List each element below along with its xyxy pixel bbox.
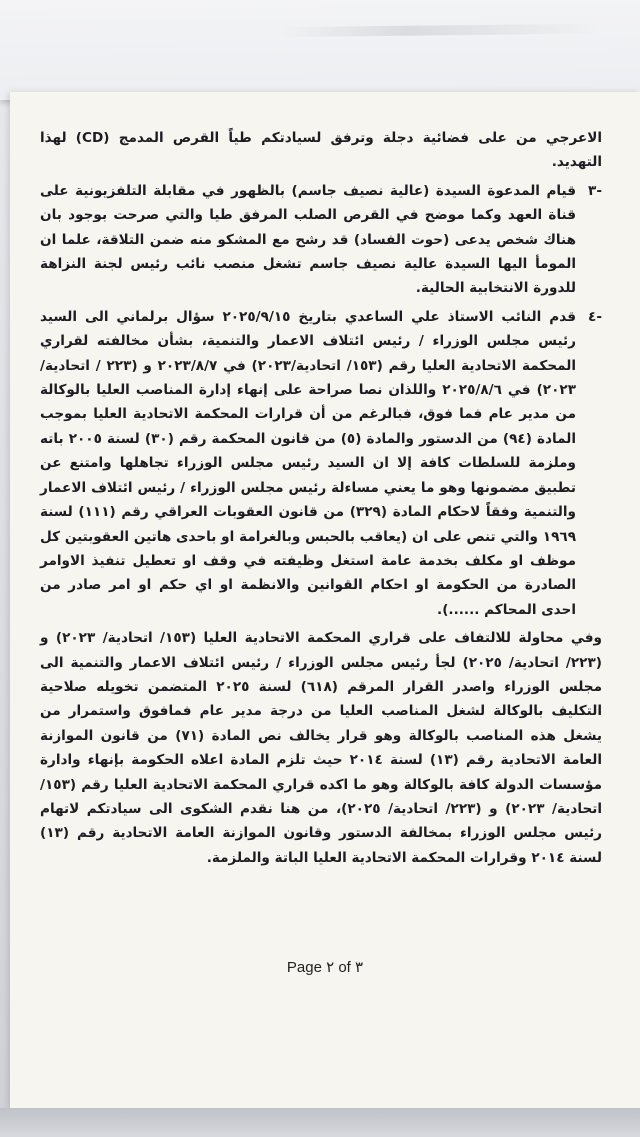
paragraph-text: وفي محاولة للالتفاف على قراري المحكمة الاتحادية العليا (١٥٣/ اتحادية/ ٢٠٢٣) و (٢٢٣/ اتحادية/ ٢٠٢٥) لجأ رئيس مجلس الوزراء / رئيس ائتلاف الاعمار والتنمية الى مجلس الوزراء واصدر القرار المرقم (٦١٨) لسنة ٢٠٢٥ المتضمن تخويله صلاحية التكليف بالوكالة لشغل المناصب العليا من درجة مدير عام فمافوق واستمرار من يشغل هذه المناصب بالوكالة وهو قرار يخالف نص المادة (٧١) من قانون الموازنة العامة الاتحادية رقم (١٣) لسنة ٢٠١٤ حيث تلزم المادة اعلاه الحكومة بإنهاء وادارة مؤسسات الدولة كافة بالوكالة وهو ما اكده قراري المحكمة الاتحادية العليا رقم (١٥٣/ اتحادية/ ٢٠٢٣) و (٢٢٣/ اتحادية/ ٢٠٢٥)، من هنا نقدم الشكوى الى سيادتكم لاتهام رئيس مجلس الوزراء بمخالفة الدستور وقانون الموازنة العامة الاتحادية رقم (١٣) لسنة ٢٠١٤ وقرارات المحكمة الاتحادية العليا الباتة والملزمة.	[40, 630, 603, 866]
paragraph-continuation	[40, 126, 602, 175]
document-page	[10, 92, 640, 1109]
item-text: قيام المدعوة السيدة (عالية نصيف جاسم) بالظهور في مقابلة التلفزيونية على قناة العهد وكما موضح في القرص الصلب المرفق طيا والتي صرحت بوجود بان هناك شخص يدعى (حوت الفساد) قد رشح مع المشكو منه ضمن التلاقة، علما ان المومأ اليها السيدة عالية نصيف جاسم تشغل منصب نائب رئيس لجنة النزاهة للدورة الانتخابية الحالية.	[40, 182, 576, 297]
item-number: -٤	[588, 308, 602, 325]
paragraph-text: الاعرجي من على فضائية دجلة وترفق لسيادتكم طياً القرص المدمج (CD) لهذا التهديد.	[40, 130, 602, 171]
page-number-footer: Page ٢ of ٣	[286, 959, 364, 976]
paragraph-conclusion	[40, 626, 602, 870]
item-text: قدم النائب الاستاذ علي الساعدي بتاريخ ٢٠٢٥/٩/١٥ سؤال برلماني الى السيد رئيس مجلس الوزراء / رئيس ائتلاف الاعمار والتنمية، بشأن مخالفته لقراري المحكمة الاتحادية العليا رقم (١٥٣/ اتحادية/٢٠٢٣) في ٢٠٢٣/٨/٧ و (٢٢٣ / اتحادية/ ٢٠٢٣) في ٢٠٢٥/٨/٦ واللذان نصا صراحة على إنهاء إدارة المناصب العليا بالوكالة من مدير عام فما فوق، فبالرغم من أن قرارات المحكمة الاتحادية العليا بموجب المادة (٩٤) من الدستور والمادة (٥) من قانون المحكمة رقم (٣٠) لسنة ٢٠٠٥ باته وملزمة للسلطات كافة إلا ان السيد رئيس مجلس الوزراء تجاهلها وامتنع عن تطبيق مضمونها وهو ما يعني مساءلة رئيس مجلس الوزراء / رئيس ائتلاف الاعمار والتنمية وفقاً لاحكام المادة (٣٢٩) من قانون العقوبات العراقي رقم (١١١) لسنة ١٩٦٩ والتي تنص على ان (يعاقب بالحبس وبالغرامة او باحدى هاتين العقوبتين كل موظف او مكلف بخدمة عامة استغل وظيفته في وقف او تعطيل تنفيذ الاوامر الصادرة من الحكومة او احكام القوانين والانظمة او اي حكم او امر صادر من احدى المحاكم ......).	[40, 308, 576, 618]
document-body	[40, 126, 602, 874]
surface-below-page	[0, 1108, 640, 1137]
item-number: -٣	[588, 182, 602, 199]
faded-text-shadow	[280, 24, 600, 37]
previous-page-edge	[0, 0, 640, 100]
list-item-3	[40, 179, 602, 301]
list-item-4	[40, 305, 602, 622]
